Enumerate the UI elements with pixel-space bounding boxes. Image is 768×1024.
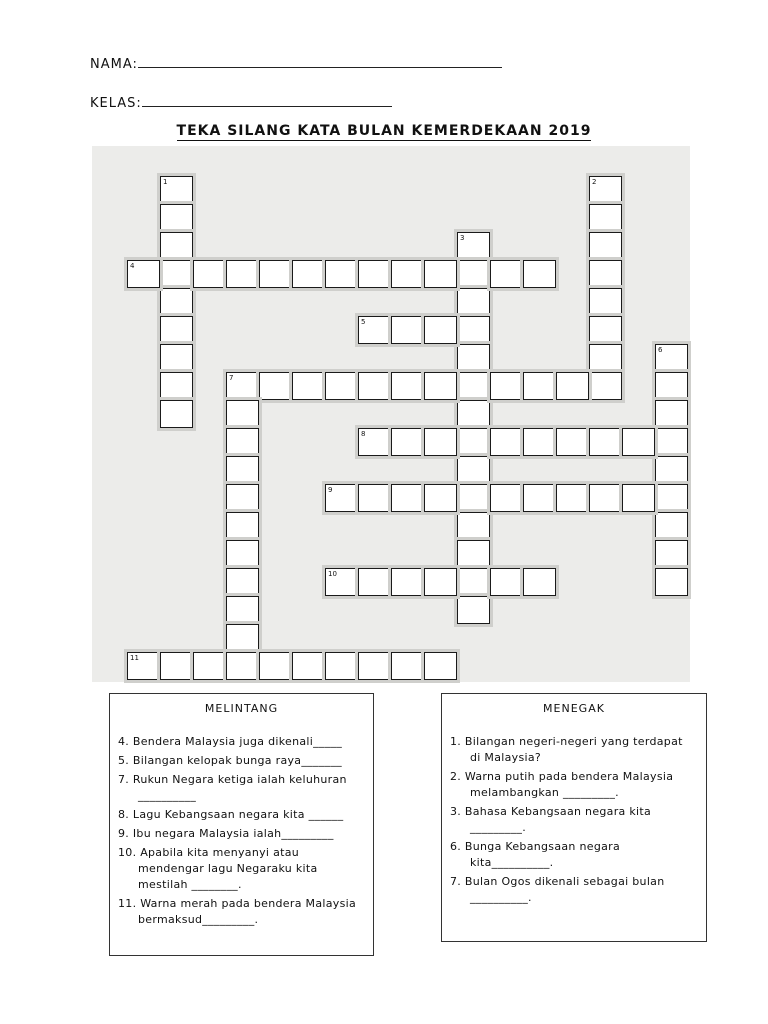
kelas-field[interactable] (90, 92, 392, 111)
crossword-cell[interactable] (589, 316, 622, 344)
crossword-cell[interactable] (259, 372, 292, 400)
crossword-cell[interactable] (523, 428, 556, 456)
clue-line: bermaksud_________. (138, 913, 259, 926)
crossword-cell[interactable] (490, 260, 523, 288)
crossword-cell[interactable] (226, 596, 259, 624)
crossword-cell[interactable] (523, 372, 556, 400)
crossword-cell[interactable] (457, 232, 490, 260)
crossword-cell[interactable] (424, 652, 457, 680)
crossword-cell[interactable] (457, 428, 490, 456)
crossword-cell[interactable] (292, 372, 325, 400)
crossword-cell[interactable] (391, 484, 424, 512)
crossword-cell[interactable] (457, 540, 490, 568)
crossword-cell[interactable] (589, 204, 622, 232)
crossword-cell[interactable] (226, 428, 259, 456)
crossword-cell[interactable] (391, 428, 424, 456)
across-clue (118, 807, 367, 823)
crossword-cell[interactable] (589, 176, 622, 204)
crossword-cell[interactable] (589, 288, 622, 316)
crossword-cell[interactable] (226, 456, 259, 484)
crossword-cell[interactable] (325, 372, 358, 400)
crossword-cell[interactable] (160, 400, 193, 428)
clue-number: 4 (130, 262, 135, 270)
clue-number: 8 (361, 430, 366, 438)
crossword-cell[interactable] (490, 568, 523, 596)
crossword-cell[interactable] (193, 260, 226, 288)
across-clue (118, 772, 367, 804)
clue-line: 4. Bendera Malaysia juga dikenali_____ (118, 735, 343, 748)
crossword-cell[interactable] (556, 428, 589, 456)
down-clue (450, 734, 700, 766)
crossword-cell[interactable] (655, 484, 688, 512)
clue-line: 1. Bilangan negeri-negeri yang terdapat (450, 735, 683, 748)
crossword-cell[interactable] (259, 260, 292, 288)
crossword-cell[interactable] (292, 260, 325, 288)
crossword-cell[interactable] (424, 568, 457, 596)
clue-number: 10 (328, 570, 337, 578)
crossword-cell[interactable] (226, 540, 259, 568)
clue-line: melambangkan _________. (470, 786, 619, 799)
clue-number: 2 (592, 178, 597, 186)
clue-line: 7. Rukun Negara ketiga ialah keluhuran (118, 773, 347, 786)
clue-line: mendengar lagu Negaraku kita (138, 862, 318, 875)
down-clue (450, 769, 700, 801)
crossword-cell[interactable] (589, 260, 622, 288)
page-title: TEKA SILANG KATA BULAN KEMERDEKAAN 2019 (176, 123, 592, 139)
crossword-cell[interactable] (457, 568, 490, 596)
crossword-cell[interactable] (391, 316, 424, 344)
crossword-cell[interactable] (457, 456, 490, 484)
crossword-cell[interactable] (226, 624, 259, 652)
clue-line: 9. Ibu negara Malaysia ialah_________ (118, 827, 334, 840)
crossword-cell[interactable] (160, 316, 193, 344)
nama-label: NAMA: (90, 57, 138, 72)
across-clue (118, 845, 367, 893)
crossword-cell[interactable] (655, 540, 688, 568)
clue-line: _________. (470, 821, 526, 834)
crossword-cell[interactable] (226, 484, 259, 512)
crossword-cell[interactable] (160, 288, 193, 316)
crossword-cell[interactable] (424, 372, 457, 400)
crossword-cell[interactable] (589, 428, 622, 456)
clue-line: 11. Warna merah pada bendera Malaysia (118, 897, 356, 910)
across-clue (118, 826, 367, 842)
crossword-cell[interactable] (556, 372, 589, 400)
crossword-cell[interactable] (391, 568, 424, 596)
clue-number: 9 (328, 486, 333, 494)
down-clue-list (450, 734, 700, 909)
crossword-cell[interactable] (358, 484, 391, 512)
crossword-cell[interactable] (655, 456, 688, 484)
crossword-cell[interactable] (226, 260, 259, 288)
crossword-cell[interactable] (358, 260, 391, 288)
crossword-cell[interactable] (424, 484, 457, 512)
down-clue-box (441, 693, 707, 942)
crossword-cell[interactable] (325, 260, 358, 288)
crossword-cell[interactable] (391, 260, 424, 288)
crossword-cell[interactable] (523, 484, 556, 512)
crossword-cell[interactable] (325, 568, 358, 596)
clue-number: 11 (130, 654, 139, 662)
crossword-cell[interactable] (490, 372, 523, 400)
across-heading: MELINTANG (204, 702, 279, 715)
across-clue (118, 753, 367, 769)
crossword-cell[interactable] (358, 316, 391, 344)
crossword-cell[interactable] (490, 428, 523, 456)
crossword-cell[interactable] (457, 596, 490, 624)
crossword-cell[interactable] (358, 652, 391, 680)
crossword-cell[interactable] (589, 232, 622, 260)
crossword-cell[interactable] (160, 232, 193, 260)
clue-number: 3 (460, 234, 465, 242)
crossword-cell[interactable] (226, 400, 259, 428)
clue-number: 6 (658, 346, 663, 354)
clue-line: di Malaysia? (470, 751, 542, 764)
crossword-cell[interactable] (160, 176, 193, 204)
crossword-cell[interactable] (457, 400, 490, 428)
crossword-cell[interactable] (127, 652, 160, 680)
clue-line: __________. (470, 891, 532, 904)
clue-line: 7. Bulan Ogos dikenali sebagai bulan (450, 875, 665, 888)
across-clue (118, 896, 367, 928)
crossword-cell[interactable] (457, 512, 490, 540)
clue-line: 2. Warna putih pada bendera Malaysia (450, 770, 674, 783)
across-clue (118, 734, 367, 750)
crossword-cell[interactable] (325, 652, 358, 680)
crossword-cell[interactable] (226, 372, 259, 400)
crossword-cell[interactable] (655, 428, 688, 456)
clue-line: kita__________. (470, 856, 554, 869)
crossword-cell[interactable] (226, 512, 259, 540)
crossword-cell[interactable] (589, 344, 622, 372)
down-clue (450, 804, 700, 836)
crossword-cell[interactable] (325, 484, 358, 512)
clue-line: 8. Lagu Kebangsaan negara kita ______ (118, 808, 344, 821)
crossword-cell[interactable] (457, 344, 490, 372)
nama-field[interactable] (90, 53, 502, 72)
down-clue (450, 874, 700, 906)
across-clue-box (109, 693, 374, 956)
crossword-cell[interactable] (457, 316, 490, 344)
across-clue-list (118, 734, 367, 931)
crossword-cell[interactable] (655, 372, 688, 400)
down-clue (450, 839, 700, 871)
clue-line: 6. Bunga Kebangsaan negara (450, 840, 621, 853)
nama-line[interactable] (138, 53, 502, 68)
down-heading: MENEGAK (543, 702, 605, 715)
crossword-cell[interactable] (457, 288, 490, 316)
crossword-cell[interactable] (391, 652, 424, 680)
crossword-cell[interactable] (193, 652, 226, 680)
crossword-cell[interactable] (457, 372, 490, 400)
crossword-cell[interactable] (160, 260, 193, 288)
crossword-cell[interactable] (457, 260, 490, 288)
crossword-cell[interactable] (391, 372, 424, 400)
kelas-line[interactable] (142, 92, 392, 107)
clue-number: 5 (361, 318, 366, 326)
crossword-cell[interactable] (160, 652, 193, 680)
crossword-cell[interactable] (556, 484, 589, 512)
crossword-cell[interactable] (259, 652, 292, 680)
clue-number: 7 (229, 374, 234, 382)
crossword-cell[interactable] (358, 568, 391, 596)
crossword-cell[interactable] (523, 568, 556, 596)
clue-line: 10. Apabila kita menyanyi atau (118, 846, 300, 859)
clue-line: __________ (138, 789, 196, 802)
crossword-cell[interactable] (589, 484, 622, 512)
crossword-cell[interactable] (292, 652, 325, 680)
clue-number: 1 (163, 178, 168, 186)
crossword-cell[interactable] (226, 568, 259, 596)
crossword-cell[interactable] (424, 260, 457, 288)
crossword-cell[interactable] (589, 372, 622, 400)
crossword-cell[interactable] (655, 568, 688, 596)
crossword-cell[interactable] (622, 484, 655, 512)
crossword-cell[interactable] (655, 512, 688, 540)
crossword-cell[interactable] (457, 484, 490, 512)
crossword-cell[interactable] (358, 372, 391, 400)
kelas-label: KELAS: (90, 96, 142, 111)
crossword-grid (92, 146, 690, 682)
crossword-cell[interactable] (655, 400, 688, 428)
crossword-cell[interactable] (424, 428, 457, 456)
crossword-cell[interactable] (655, 344, 688, 372)
crossword-cell[interactable] (622, 428, 655, 456)
crossword-cell[interactable] (127, 260, 160, 288)
clue-line: 5. Bilangan kelopak bunga raya_______ (118, 754, 342, 767)
crossword-cell[interactable] (160, 344, 193, 372)
crossword-cell[interactable] (358, 428, 391, 456)
crossword-cell[interactable] (424, 316, 457, 344)
crossword-cell[interactable] (160, 372, 193, 400)
crossword-cell[interactable] (226, 652, 259, 680)
clue-line: mestilah ________. (138, 878, 242, 891)
crossword-cell[interactable] (160, 204, 193, 232)
crossword-cell[interactable] (523, 260, 556, 288)
crossword-cell[interactable] (490, 484, 523, 512)
clue-line: 3. Bahasa Kebangsaan negara kita (450, 805, 652, 818)
